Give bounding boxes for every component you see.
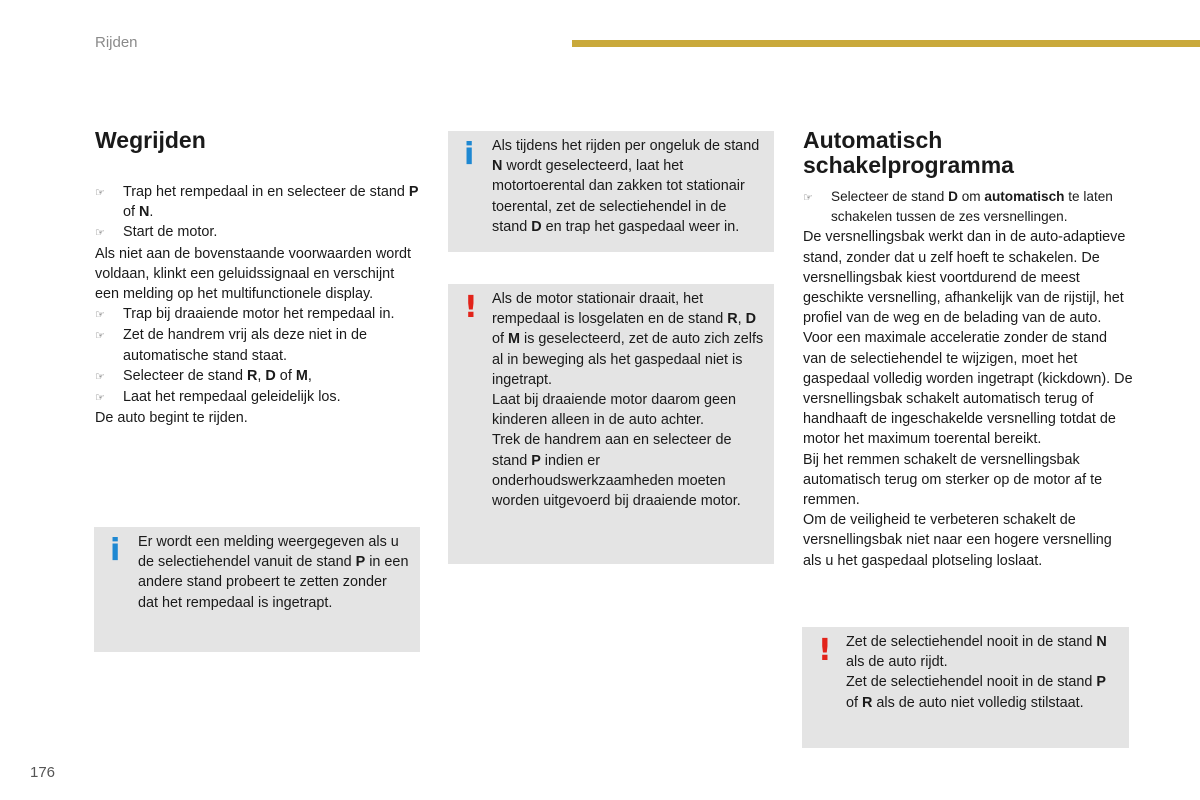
info-icon: i — [464, 137, 475, 172]
info-text: Er wordt een melding weergegeven als u de selectiehendel vanuit de stand P in een andere stand probeert te zetten zonder dat het rempedaal is ingetrapt. — [138, 534, 409, 611]
info-icon: i — [110, 533, 121, 568]
column-wegrijden — [95, 126, 420, 428]
warning-icon: ! — [464, 290, 478, 325]
warning-text: Zet de selectiehendel nooit in de stand N als de auto rijdt. — [846, 634, 1107, 671]
hand-pointer-icon: ☞ — [95, 330, 105, 343]
warning-text: Als de motor stationair draait, het rempedaal is losgelaten en de stand R, D of M is geselecteerd, zet de auto zich zelfs al in beweging als het gaspedaal niet is ingetrapt. — [492, 291, 764, 388]
list-item: ☞ Laat het rempedaal geleidelijk los. — [95, 387, 420, 408]
info-box-stand-n — [448, 131, 774, 252]
hand-pointer-icon: ☞ — [803, 192, 813, 204]
hand-pointer-icon: ☞ — [95, 370, 105, 383]
hand-pointer-icon: ☞ — [95, 187, 105, 199]
list-item: ☞ Selecteer de stand R, D of M, — [95, 366, 420, 387]
info-text: Als tijdens het rijden per ongeluk de stand N wordt geselecteerd, laat het motortoerental dan zakken tot stationair toerental, zet de selectiehendel in de stand D en trap het gaspedaal weer in. — [492, 138, 760, 235]
section-header: Rijden — [95, 34, 138, 51]
list-item: ☞ Start de motor. — [95, 222, 420, 243]
warning-text: Laat bij draaiende motor daarom geen kinderen alleen in de auto achter. — [492, 392, 737, 429]
hand-pointer-icon: ☞ — [95, 392, 105, 405]
paragraph: Als niet aan de bovenstaande voorwaarden wordt voldaan, klinkt een geluidssignaal en verschijnt een melding op het multifunctionele display. — [95, 245, 412, 303]
page-number: 176 — [30, 764, 56, 781]
warning-text: Zet de selectiehendel nooit in de stand P of R als de auto niet volledig stilstaat. — [846, 674, 1107, 711]
list-item: ☞ Selecteer de stand D om automatisch te laten schakelen tussen de zes versnellingen. — [803, 187, 1133, 227]
paragraph: Voor een maximale acceleratie zonder de stand van de selectiehendel te wijzigen, moet het gaspedaal volledig worden ingetrapt (kickdown). De versnellingsbak schakelt automatisch terug of handhaaft de ingeschakelde versnelling totdat de motor het maximum toerental bereikt. — [803, 330, 1133, 448]
info-box-rempedaal — [94, 527, 420, 652]
list-item: ☞ Trap bij draaiende motor het rempedaal in. — [95, 304, 420, 325]
warning-icon: ! — [818, 633, 832, 668]
header-accent-bar — [572, 40, 1200, 47]
paragraph: De versnellingsbak werkt dan in de auto-adaptieve stand, zonder dat u zelf hoeft te schakelen. De versnellingsbak kiest voortdurend de meest geschikte versnelling, afhankelijk van de rijstijl, het profiel van de weg en de belading van de auto. — [803, 229, 1126, 327]
warning-box-stationair — [448, 284, 774, 564]
hand-pointer-icon: ☞ — [95, 309, 105, 322]
list-item: ☞ Trap het rempedaal in en selecteer de stand P of N. — [95, 182, 420, 222]
paragraph: De auto begint te rijden. — [95, 410, 248, 427]
section-title-schakelprogramma: Automatisch schakelprogramma — [803, 127, 1014, 178]
paragraph: Om de veiligheid te verbeteren schakelt de versnellingsbak niet naar een hogere versnelling als u het gaspedaal plotseling loslaat. — [803, 512, 1112, 569]
hand-pointer-icon: ☞ — [95, 227, 105, 240]
section-title-wegrijden: Wegrijden — [95, 127, 206, 153]
column-schakelprogramma — [803, 128, 1133, 571]
paragraph: Bij het remmen schakelt de versnellingsbak automatisch terug om sterker op de motor af te remmen. — [803, 451, 1103, 509]
list-item: ☞ Zet de handrem vrij als deze niet in de automatische stand staat. — [95, 325, 420, 365]
warning-box-selectiehendel — [802, 627, 1129, 748]
warning-text: Trek de handrem aan en selecteer de stand P indien er onderhoudswerkzaamheden moeten worden uitgevoerd bij draaiende motor. — [492, 432, 741, 510]
